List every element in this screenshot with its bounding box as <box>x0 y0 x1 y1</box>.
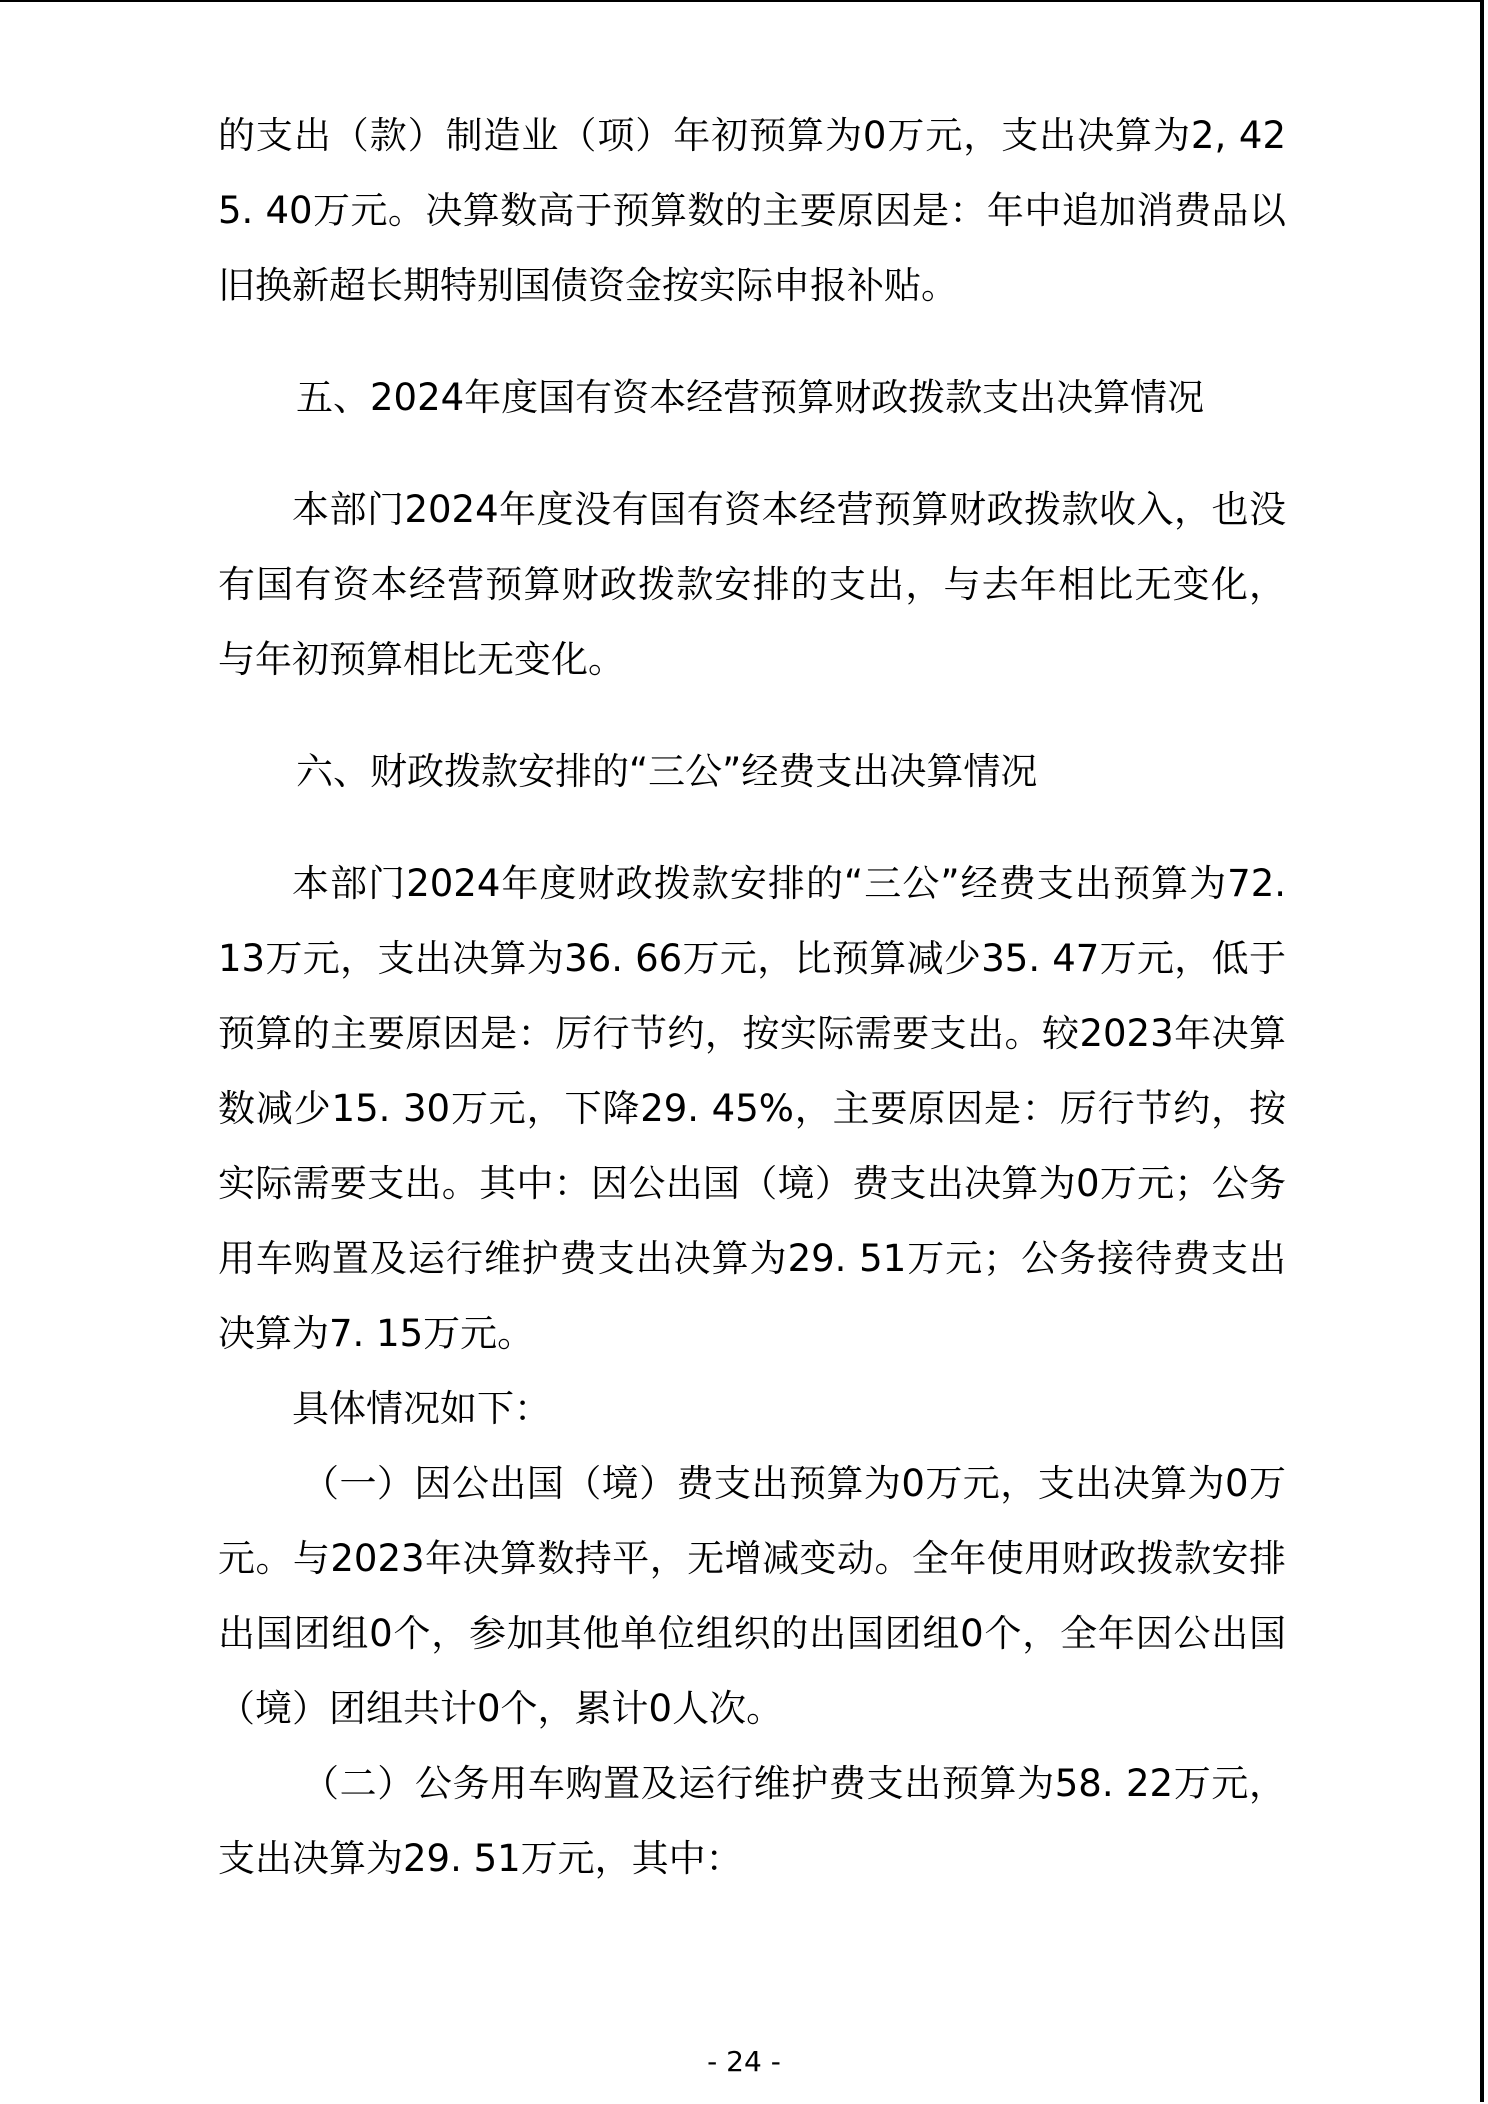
paragraph-official-vehicle-expenses: （二）公务用车购置及运行维护费支出预算为58. 22万元，支出决算为29. 51万元，其中： <box>218 1762 1286 1880</box>
paragraph-details-intro: 具体情况如下： <box>292 1387 551 1430</box>
paragraph-three-public-expenses-summary: 本部门2024年度财政拨款安排的“三公”经费支出预算为72. 13万元，支出决算为36. 66万元，比预算减少35. 47万元，低于预算的主要原因是：厉行节约，按实际需要支出。较2023年决算数减少15. 30万元，下降29. 45%，主要原因是：厉行节约，按实际需要支出。其中：因公出国（境）费支出决算为0万元；公务用车购置及运行维护费支出决算为29. 51万元；公务接待费支出决算为7. 15万元。 <box>218 862 1286 1355</box>
paragraph-overseas-travel-expenses: （一）因公出国（境）费支出预算为0万元，支出决算为0万元。与2023年决算数持平，无增减变动。全年使用财政拨款安排出国团组0个，参加其他单位组织的出国团组0个，全年因公出国（境）团组共计0个，累计0人次。 <box>218 1462 1286 1730</box>
page-number: - 24 - <box>707 2045 781 2078</box>
section-heading-three-public-expenses: 六、财政拨款安排的“三公”经费支出决算情况 <box>296 750 1038 793</box>
document-body <box>218 98 1286 1896</box>
section-heading-state-capital-budget: 五、2024年度国有资本经营预算财政拨款支出决算情况 <box>296 376 1205 419</box>
paragraph-manufacturing-expenditure: 的支出（款）制造业（项）年初预算为0万元，支出决算为2, 425. 40万元。决算数高于预算数的主要原因是：年中追加消费品以旧换新超长期特别国债资金按实际申报补贴。 <box>218 114 1286 307</box>
paragraph-state-capital-budget: 本部门2024年度没有国有资本经营预算财政拨款收入，也没有国有资本经营预算财政拨款安排的支出，与去年相比无变化，与年初预算相比无变化。 <box>218 488 1286 681</box>
